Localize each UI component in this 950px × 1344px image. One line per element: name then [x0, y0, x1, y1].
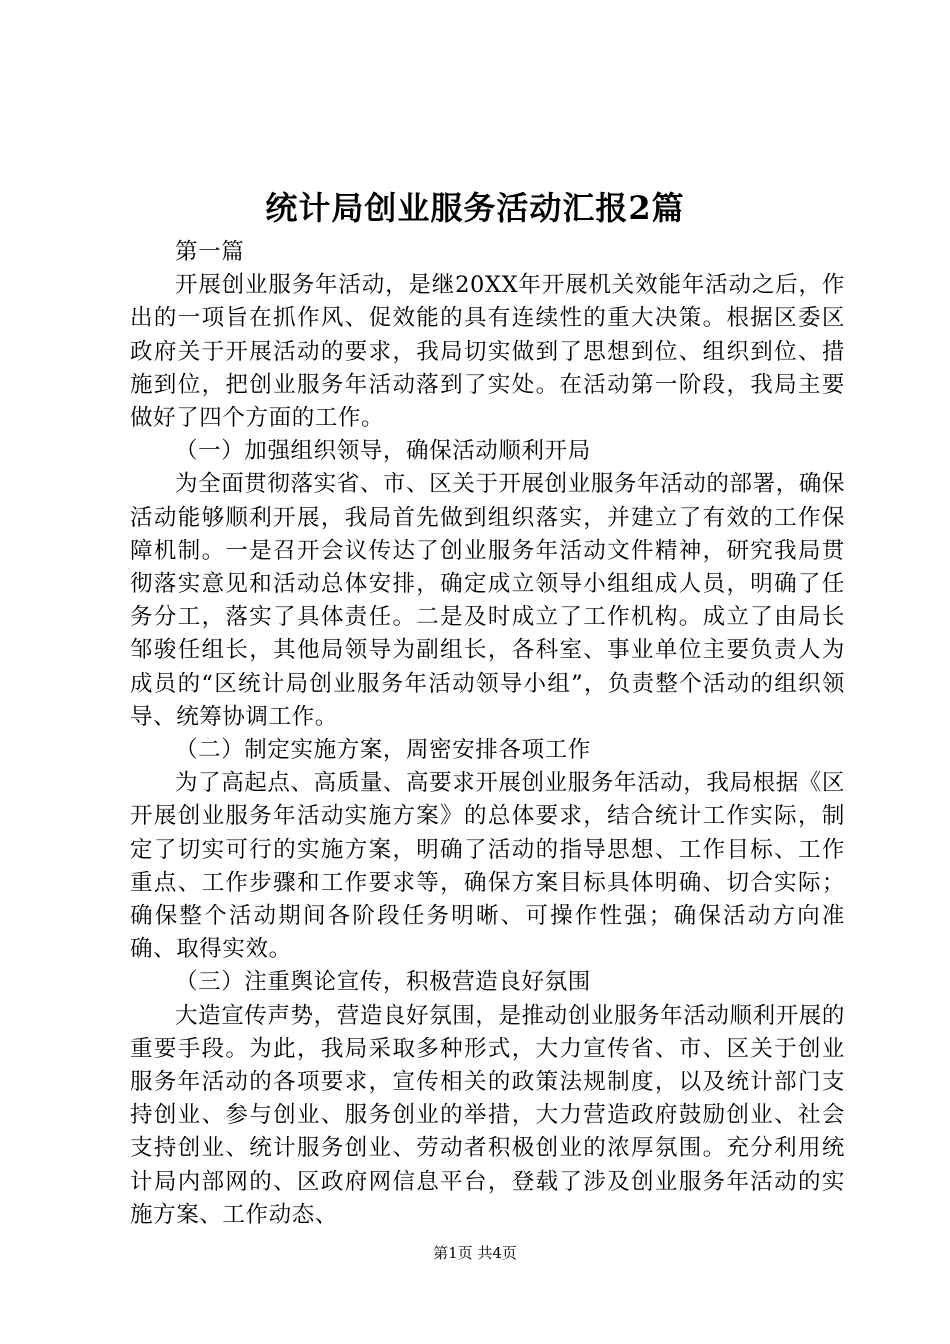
body-paragraph: 大造宣传声势，营造良好氛围，是推动创业服务年活动顺利开展的重要手段。为此，我局采取多种形式，大力宣传省、市、区关于创业服务年活动的各项要求，宣传相关的政策法规制度，以及统计部门支持创业、参与创业、服务创业的举措，大力营造政府鼓励创业、社会支持创业、统计服务创业、劳动者积极创业的浓厚氛围。充分利用统计局内部网的、区政府网信息平台，登载了涉及创业服务年活动的实施方案、工作动态、	[130, 1002, 845, 1228]
body-paragraph: 开展创业服务年活动，是继20XX年开展机关效能年活动之后，作出的一项旨在抓作风、促效能的具有连续性的重大决策。根据区委区政府关于开展活动的要求，我局切实做到了思想到位、组织到位、措施到位，把创业服务年活动落到了实处。在活动第一阶段，我局主要做好了四个方面的工作。	[130, 272, 845, 432]
subsection-heading: （三）注重舆论宣传，积极营造良好氛围	[175, 969, 591, 996]
body-paragraph: 为了高起点、高质量、高要求开展创业服务年活动，我局根据《区开展创业服务年活动实施方案》的总体要求，结合统计工作实际，制定了切实可行的实施方案，明确了活动的指导思想、工作目标、工作重点、工作步骤和工作要求等，确保方案目标具体明确、切合实际；确保整个活动期间各阶段任务明晰、可操作性强；确保活动方向准确、取得实效。	[130, 770, 845, 963]
document-body	[130, 236, 845, 1232]
page-footer: 第1页 共4页	[433, 1244, 517, 1262]
subsection-heading: （二）制定实施方案，周密安排各项工作	[175, 737, 591, 764]
body-paragraph: 为全面贯彻落实省、市、区关于开展创业服务年活动的部署，确保活动能够顺利开展，我局首先做到组织落实，并建立了有效的工作保障机制。一是召开会议传达了创业服务年活动文件精神，研究我局贯彻落实意见和活动总体安排，确定成立领导小组组成人员，明确了任务分工，落实了具体责任。二是及时成立了工作机构。成立了由局长邹骏任组长，其他局领导为副组长，各科室、事业单位主要负责人为成员的“区统计局创业服务年活动领导小组”，负责整个活动的组织领导、统筹协调工作。	[130, 471, 845, 730]
section-heading: 第一篇	[175, 239, 245, 265]
document-title: 统计局创业服务活动汇报2篇	[265, 189, 685, 227]
subsection-heading: （一）加强组织领导，确保活动顺利开局	[175, 438, 591, 465]
